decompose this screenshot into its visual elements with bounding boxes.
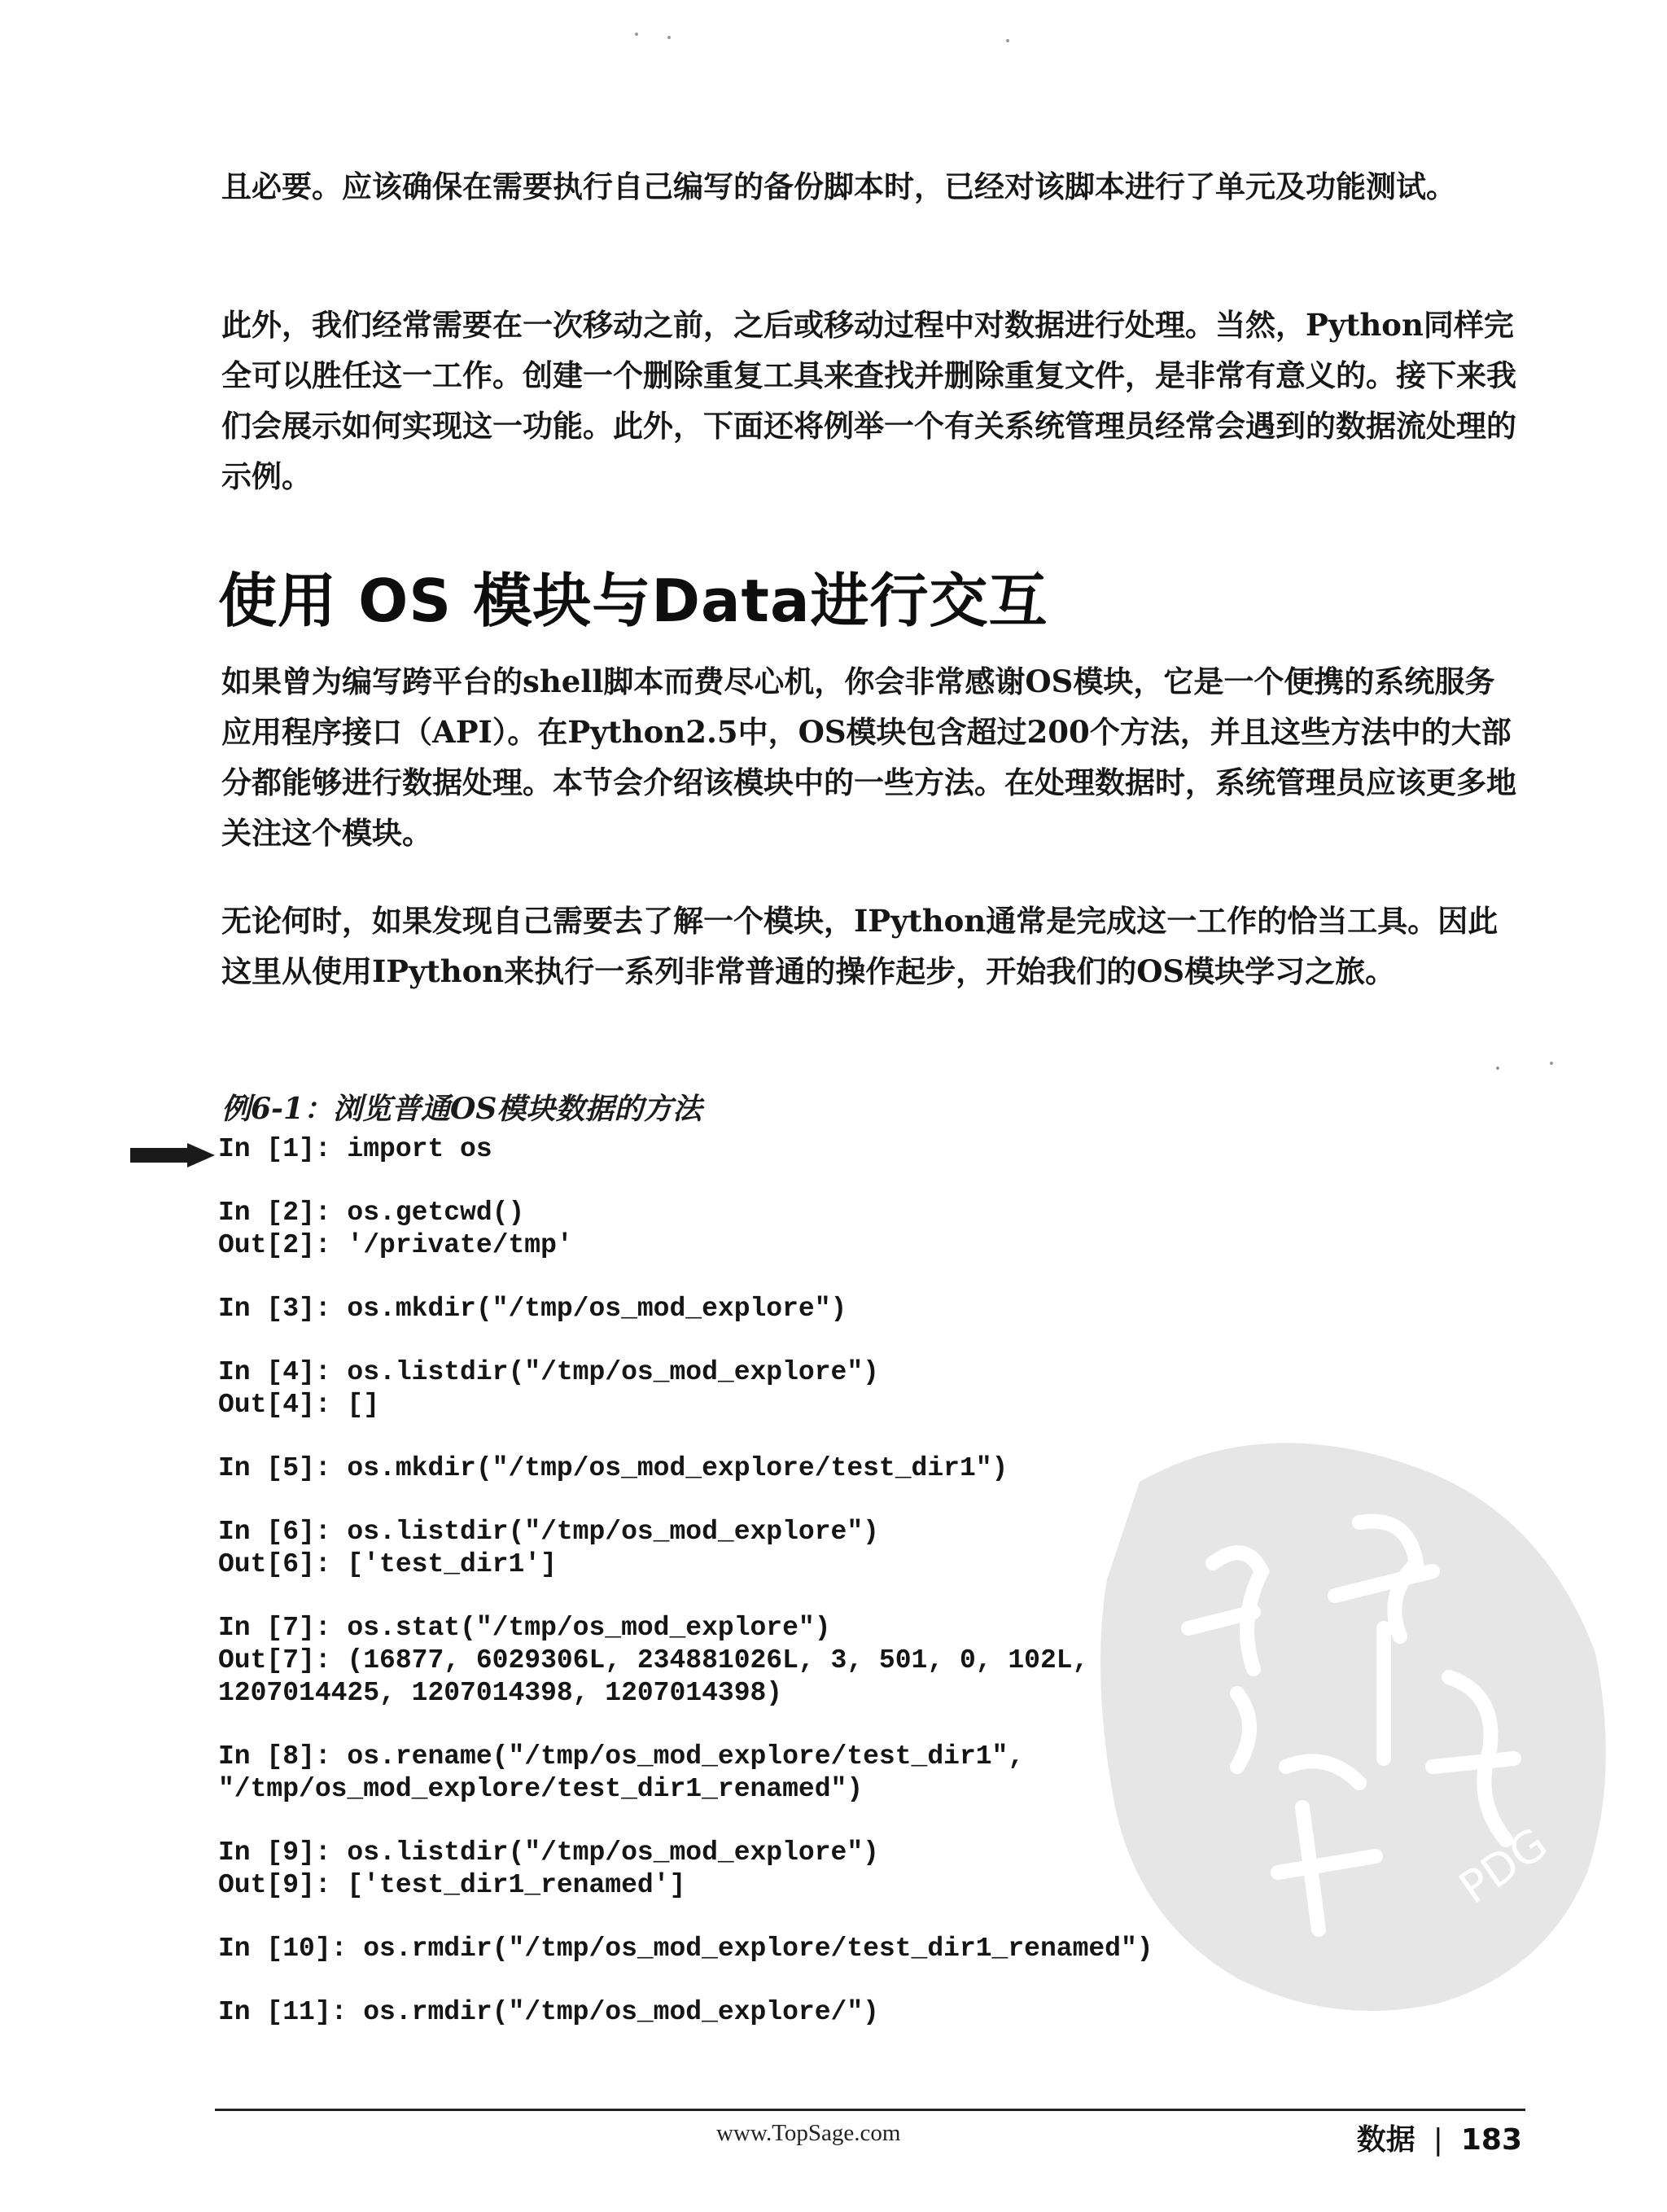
code-input-line: In [3]: os.mkdir("/tmp/os_mod_explore"): [218, 1294, 847, 1324]
footer-page-info: [1357, 2117, 1522, 2158]
section-heading: 使用 OS 模块与Data进行交互: [218, 567, 1048, 635]
code-input-line: In [8]: os.rename("/tmp/os_mod_explore/test_dir1",: [218, 1741, 1025, 1772]
scan-speck: [1496, 1067, 1499, 1070]
code-block-gap: [218, 1262, 1439, 1293]
footer-rule: [215, 2109, 1525, 2111]
footer-section-title: 数据: [1356, 2123, 1415, 2157]
page-number: 183: [1460, 2123, 1522, 2157]
scan-speck: [1006, 39, 1009, 42]
code-input-line: In [11]: os.rmdir("/tmp/os_mod_explore/"): [218, 1997, 879, 2027]
code-input-line: In [2]: os.getcwd(): [218, 1198, 525, 1228]
code-output-line: Out[2]: '/private/tmp': [218, 1230, 573, 1260]
scan-speck: [635, 33, 638, 36]
code-input-line: In [10]: os.rmdir("/tmp/os_mod_explore/test_dir1_renamed"): [218, 1934, 1153, 1964]
code-output-line: Out[7]: (16877, 6029306L, 234881026L, 3, 501, 0, 102L,: [218, 1645, 1089, 1675]
scan-speck: [1550, 1062, 1553, 1065]
paragraph-intro: 且必要。应该确保在需要执行自己编写的备份脚本时，已经对该脚本进行了单元及功能测试。: [221, 169, 1456, 204]
code-block-gap: [218, 1166, 1439, 1197]
code-input-line: In [1]: import os: [218, 1134, 492, 1164]
code-input-line: In [7]: os.stat("/tmp/os_mod_explore"): [218, 1613, 831, 1643]
code-input-line: In [5]: os.mkdir("/tmp/os_mod_explore/test_dir1"): [218, 1453, 1009, 1483]
footer-url: www.TopSage.com: [716, 2120, 901, 2146]
code-input-line: In [6]: os.listdir("/tmp/os_mod_explore"): [218, 1517, 879, 1547]
footer-separator: |: [1433, 2123, 1443, 2157]
code-input-line: 1207014425, 1207014398, 1207014398): [218, 1678, 783, 1708]
scan-speck: [667, 36, 671, 39]
paragraph-ipython: 无论何时，如果发现自己需要去了解一个模块，IPython通常是完成这一工作的恰当工具。因此这里从使用IPython来执行一系列非常普通的操作起步，开始我们的OS模块学习之旅。: [221, 903, 1499, 989]
paragraph-data-processing: 此外，我们经常需要在一次移动之前，之后或移动过程中对数据进行处理。当然，Python同样完全可以胜任这一工作。创建一个删除重复工具来查找并删除重复文件，是非常有意义的。接下来我们会展示如何实现这一功能。此外，下面还将例举一个有关系统管理员经常会遇到的数据流处理的示例。: [221, 307, 1516, 494]
paragraph-os-module: 如果曾为编写跨平台的shell脚本而费尽心机，你会非常感谢OS模块，它是一个便携的系统服务应用程序接口（API）。在Python2.5中，OS模块包含超过200个方法，并且这些方法中的大部分都能够进行数据处理。本节会介绍该模块中的一些方法。在处理数据时，系统管理员应该更多地关注这个模块。: [221, 664, 1516, 851]
code-input-line: "/tmp/os_mod_explore/test_dir1_renamed"): [218, 1774, 864, 1804]
code-input-line: In [9]: os.listdir("/tmp/os_mod_explore"): [218, 1837, 879, 1868]
example-caption: 例6-1：浏览普通OS模块数据的方法: [221, 1092, 702, 1126]
code-output-line: Out[4]: []: [218, 1390, 380, 1420]
code-output-line: Out[6]: ['test_dir1']: [218, 1549, 557, 1579]
seal-watermark-icon: [1091, 1384, 1628, 2019]
arrow-marker-icon: [130, 1143, 215, 1167]
code-block-gap: [218, 1325, 1439, 1356]
watermark-text: PDG: [1450, 1817, 1557, 1914]
code-output-line: Out[9]: ['test_dir1_renamed']: [218, 1870, 686, 1900]
code-input-line: In [4]: os.listdir("/tmp/os_mod_explore"): [218, 1357, 879, 1387]
